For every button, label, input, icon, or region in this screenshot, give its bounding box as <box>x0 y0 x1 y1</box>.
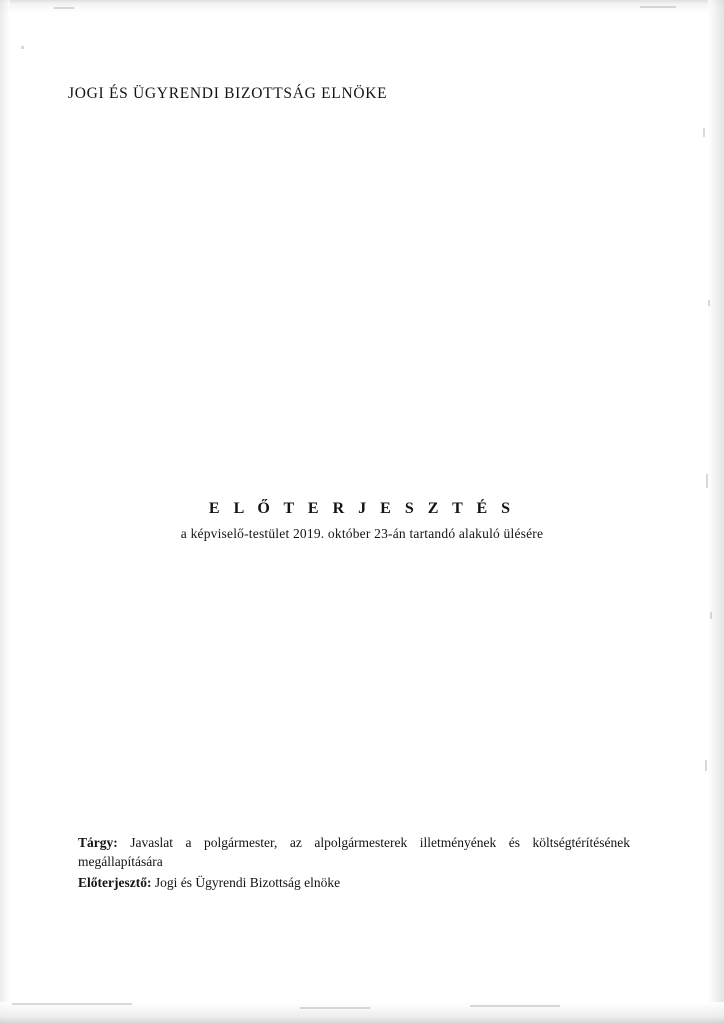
document-subtitle: a képviselő-testület 2019. október 23-án tartandó alakuló ülésére <box>180 526 544 541</box>
scan-speck <box>54 7 74 9</box>
document-header: JOGI ÉS ÜGYRENDI BIZOTTSÁG ELNÖKE <box>68 85 388 102</box>
scan-speck <box>21 46 24 49</box>
presenter-row <box>78 873 630 892</box>
scan-speck <box>470 1005 560 1007</box>
scan-speck <box>703 128 705 137</box>
subject-row <box>78 833 630 871</box>
scan-speck <box>12 1003 132 1005</box>
subject-label: Tárgy: <box>78 835 118 850</box>
scan-speck <box>705 760 707 771</box>
presenter-text: Jogi és Ügyrendi Bizottság elnöke <box>154 875 341 891</box>
page-title: E L Ő T E R J E S Z T É S <box>208 500 516 517</box>
scan-speck <box>706 474 708 488</box>
document-meta-block <box>78 833 630 892</box>
document-title-block <box>0 500 724 542</box>
scan-speck <box>708 300 710 306</box>
subject-text: Javaslat a polgármester, az alpolgármesterek illetményének és költségtérítésének megállapítására <box>78 835 630 870</box>
scan-speck <box>710 612 712 619</box>
scan-speck <box>640 6 676 8</box>
presenter-label: Előterjesztő: <box>78 875 152 891</box>
scan-speck <box>300 1007 370 1009</box>
scan-edge-top <box>0 0 724 14</box>
scan-edge-bottom <box>0 1002 724 1024</box>
